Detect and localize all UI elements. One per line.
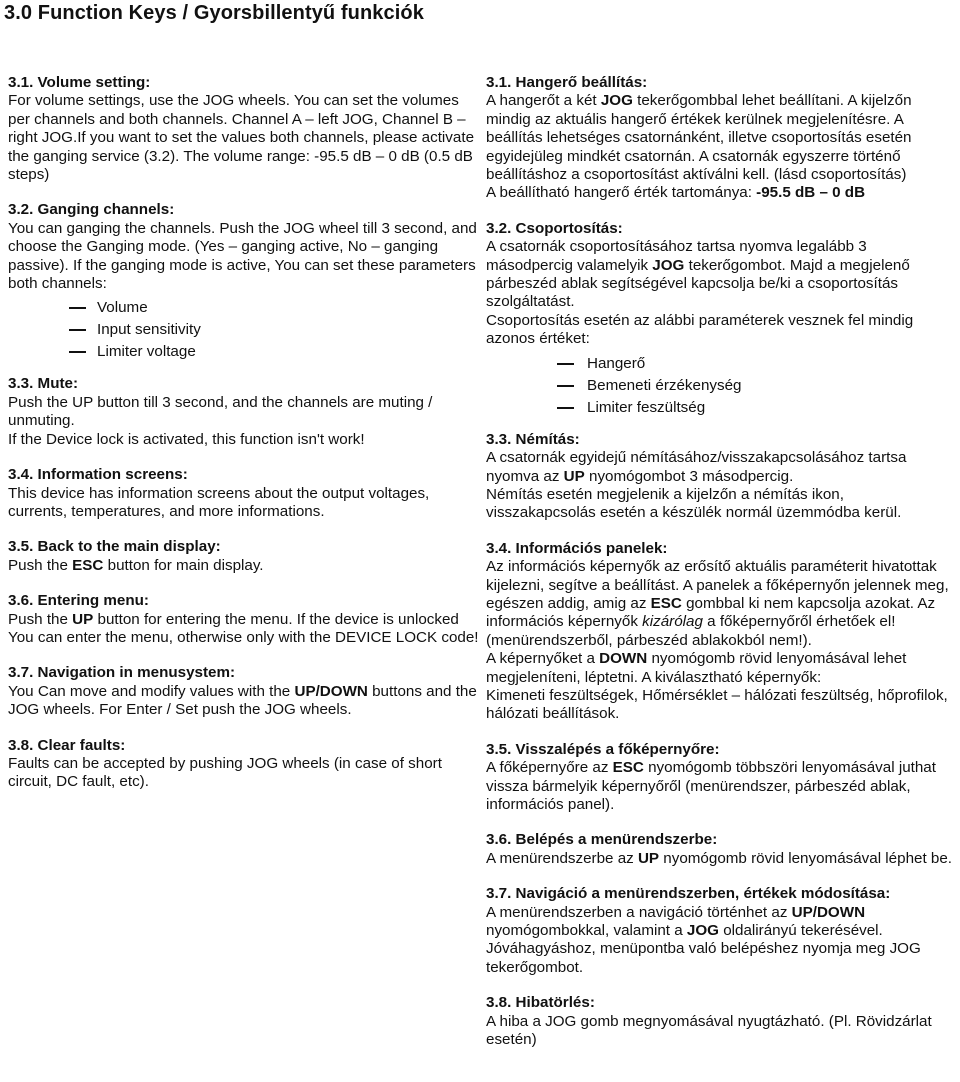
section-informacios-panelek bbox=[486, 540, 956, 724]
section-navigacio bbox=[486, 885, 956, 977]
section-back-to-main bbox=[8, 538, 480, 575]
text-run: A képernyőket a bbox=[486, 650, 600, 668]
section-ganging-channels bbox=[8, 201, 480, 363]
section-heading: 3.1. Volume setting: bbox=[8, 74, 151, 91]
key-name: UP/DOWN bbox=[791, 903, 866, 921]
section-text: You can ganging the channels. Push the JOG wheel till 3 second, and choose the Ganging mode. (Yes – ganging active, No – ganging passive). If the ganging mode is active, You can set these parameters both channels: bbox=[8, 219, 477, 293]
text-run: nyomógomb rövid lenyomásával léphet be. bbox=[659, 849, 953, 867]
section-text bbox=[8, 683, 480, 720]
section-text: Faults can be accepted by pushing JOG wheels (in case of short circuit, DC fault, etc). bbox=[8, 754, 442, 791]
section-text: This device has information screens about the output voltages, currents, temperatures, and more informations. bbox=[8, 484, 430, 520]
list-item: Volume bbox=[8, 297, 480, 319]
section-heading: 3.8. Clear faults: bbox=[8, 736, 126, 754]
section-heading: 3.4. Információs panelek: bbox=[486, 539, 668, 557]
key-name: DOWN bbox=[599, 650, 648, 668]
text-run: A csatornák egyidejű némításához/visszakapcsolásához tartsa nyomva az bbox=[486, 449, 907, 485]
list-item: Limiter feszültség bbox=[486, 397, 956, 419]
hungarian-column bbox=[486, 74, 956, 1066]
section-hibatorles bbox=[486, 994, 956, 1049]
list-item: Input sensitivity bbox=[8, 319, 480, 341]
text-run: nyomógombokkal, valamint a bbox=[486, 922, 687, 940]
section-nemitas bbox=[486, 431, 956, 523]
page-title: 3.0 Function Keys / Gyorsbillentyű funkciók bbox=[4, 2, 424, 24]
section-heading: 3.2. Csoportosítás: bbox=[486, 219, 623, 237]
text-run: nyomógomb rövid lenyomásával lehet megjeleníteni, léptetni. A kiválasztható képernyők: bbox=[486, 650, 907, 686]
section-text bbox=[486, 904, 956, 978]
section-csoportositas bbox=[486, 220, 956, 419]
text-run: A főképernyőre az bbox=[486, 759, 613, 777]
text-run: nyomógomb többszöri lenyomásával juthat vissza bármelyik képernyőről (menürendszer, párbeszéd ablak, információs panel). bbox=[486, 759, 936, 813]
text-run: A csatornák csoportosításához tartsa nyomva legalább 3 másodpercig valamelyik bbox=[486, 238, 867, 274]
text-run: button for entering the menu. If the device is unlocked You can enter the menu, otherwise only with the DEVICE LOCK code! bbox=[8, 610, 479, 646]
key-name: JOG bbox=[652, 256, 685, 274]
section-heading: 3.5. Visszalépés a főképernyőre: bbox=[486, 740, 720, 758]
text-run: You Can move and modify values with the bbox=[8, 682, 295, 700]
section-mute bbox=[8, 375, 480, 449]
section-text bbox=[486, 238, 956, 312]
section-text bbox=[486, 759, 956, 814]
section-entering-menu bbox=[8, 592, 480, 647]
section-text bbox=[486, 92, 956, 184]
section-heading: 3.8. Hibatörlés: bbox=[486, 994, 595, 1012]
section-heading: 3.7. Navigáció a menürendszerben, értékek módosítása: bbox=[486, 885, 891, 903]
section-heading: 3.3. Némítás: bbox=[486, 430, 580, 448]
section-text: A hiba a JOG gomb megnyomásával nyugtázható. (Pl. Rövidzárlat esetén) bbox=[486, 1012, 932, 1049]
list-item: Bemeneti érzékenység bbox=[486, 375, 956, 397]
key-name: JOG bbox=[600, 92, 633, 110]
emphasis: kizárólag bbox=[642, 613, 703, 631]
section-volume-setting bbox=[8, 74, 480, 184]
key-name: UP/DOWN bbox=[294, 682, 368, 700]
text-run: Az információs képernyők az erősítő aktuális paraméterit hivatottak kijelezni, segítve a beállítást. A panelek a főképernyőn jelennek meg, egészen addig, amig az bbox=[486, 558, 949, 612]
text-run: button for main display. bbox=[103, 556, 264, 574]
section-text bbox=[8, 557, 480, 575]
section-text: Kimeneti feszültségek, Hőmérséklet – hálózati feszültség, hőprofilok, hálózati beállítások. bbox=[486, 686, 948, 723]
section-text: Push the UP button till 3 second, and the channels are muting / unmuting. bbox=[8, 393, 433, 430]
section-heading: 3.6. Entering menu: bbox=[8, 592, 149, 610]
text-run: buttons and the JOG wheels. For Enter / Set push the JOG wheels. bbox=[8, 682, 477, 719]
text-run: a főképernyőről érhetőek el! (menürendszerből, párbeszéd ablakokból nem!). bbox=[486, 613, 896, 649]
text-run: tekerőgombot. Majd a megjelenő párbeszéd ablak segítségével kapcsolja be/ki a csoportosítás szolgáltatást. bbox=[486, 256, 910, 311]
section-belepes-menu bbox=[486, 831, 956, 868]
section-information-screens bbox=[8, 466, 480, 521]
text-run: A hangerőt a két bbox=[486, 92, 601, 110]
text-run: nyomógombot 3 másodpercig. bbox=[584, 467, 794, 485]
section-heading: 3.2. Ganging channels: bbox=[8, 201, 175, 219]
section-text: If the Device lock is activated, this function isn't work! bbox=[8, 430, 365, 448]
section-text bbox=[8, 611, 480, 648]
section-clear-faults bbox=[8, 737, 480, 792]
section-text: Némítás esetén megjelenik a kijelzőn a némítás ikon, visszakapcsolás esetén a készülék normál üzemmódba kerül. bbox=[486, 485, 902, 522]
text-run: oldalirányú tekerésével. Jóváhagyáshoz, menüpontba való belépéshez nyomja meg JOG tekerőgombot. bbox=[486, 922, 921, 976]
list-item: Hangerő bbox=[486, 353, 956, 375]
key-name: ESC bbox=[650, 594, 682, 612]
text-run: Push the bbox=[8, 610, 73, 628]
key-name: UP bbox=[563, 467, 585, 485]
section-navigation bbox=[8, 664, 480, 719]
section-heading: 3.7. Navigation in menusystem: bbox=[8, 664, 236, 682]
section-text bbox=[486, 184, 956, 202]
text-run: Push the bbox=[8, 556, 73, 574]
text-run: A menürendszerben a navigáció történhet az bbox=[486, 903, 792, 921]
section-heading: 3.6. Belépés a menürendszerbe: bbox=[486, 831, 718, 849]
text-run: A beállítható hangerő érték tartománya: bbox=[486, 184, 757, 202]
section-text bbox=[486, 558, 956, 650]
key-name: ESC bbox=[72, 556, 104, 574]
section-text bbox=[486, 850, 956, 868]
section-text: For volume settings, use the JOG wheels. You can set the volumes per channels and both channels. Channel A – left JOG, Channel B – right JOG.If you want to set the values both channels, please activate the ganging service (3.2). The volume range: -95.5 dB – 0 dB (0.5 dB steps) bbox=[8, 92, 475, 184]
section-text: Csoportosítás esetén az alábbi paraméterek vesznek fel mindig azonos értéket: bbox=[486, 311, 914, 348]
english-column bbox=[8, 74, 480, 809]
key-name: UP bbox=[72, 610, 94, 628]
ganging-parameter-list bbox=[8, 297, 480, 363]
list-item: Limiter voltage bbox=[8, 341, 480, 363]
section-visszalepes bbox=[486, 741, 956, 815]
key-name: UP bbox=[637, 849, 660, 867]
section-text bbox=[486, 449, 956, 486]
section-heading: 3.5. Back to the main display: bbox=[8, 538, 221, 556]
section-heading: 3.4. Information screens: bbox=[8, 466, 188, 484]
section-heading: 3.1. Hangerő beállítás: bbox=[486, 74, 648, 91]
section-heading: 3.3. Mute: bbox=[8, 375, 79, 393]
range-value: -95.5 dB – 0 dB bbox=[756, 184, 866, 202]
text-run: A menürendszerbe az bbox=[486, 849, 638, 867]
key-name: JOG bbox=[686, 922, 719, 940]
text-run: tekerőgombbal lehet beállítani. A kijelzőn mindig az aktuális hangerő értékek kerülnek megjelenítésre. A beállítás lehetséges csatornánként, illetve csoportosítás esetén egyidejüleg mindkét csatornán. A csatornák egyszerre történő beállításhoz a csoportosítást aktíválni kell. (lásd csoportosítás) bbox=[486, 92, 912, 184]
section-text bbox=[486, 650, 956, 687]
section-hangero-beallitas bbox=[486, 74, 956, 203]
key-name: ESC bbox=[612, 759, 644, 777]
csoportositas-parameter-list bbox=[486, 353, 956, 419]
text-run: gombbal ki nem kapcsolja azokat. Az információs képernyők bbox=[486, 594, 936, 631]
